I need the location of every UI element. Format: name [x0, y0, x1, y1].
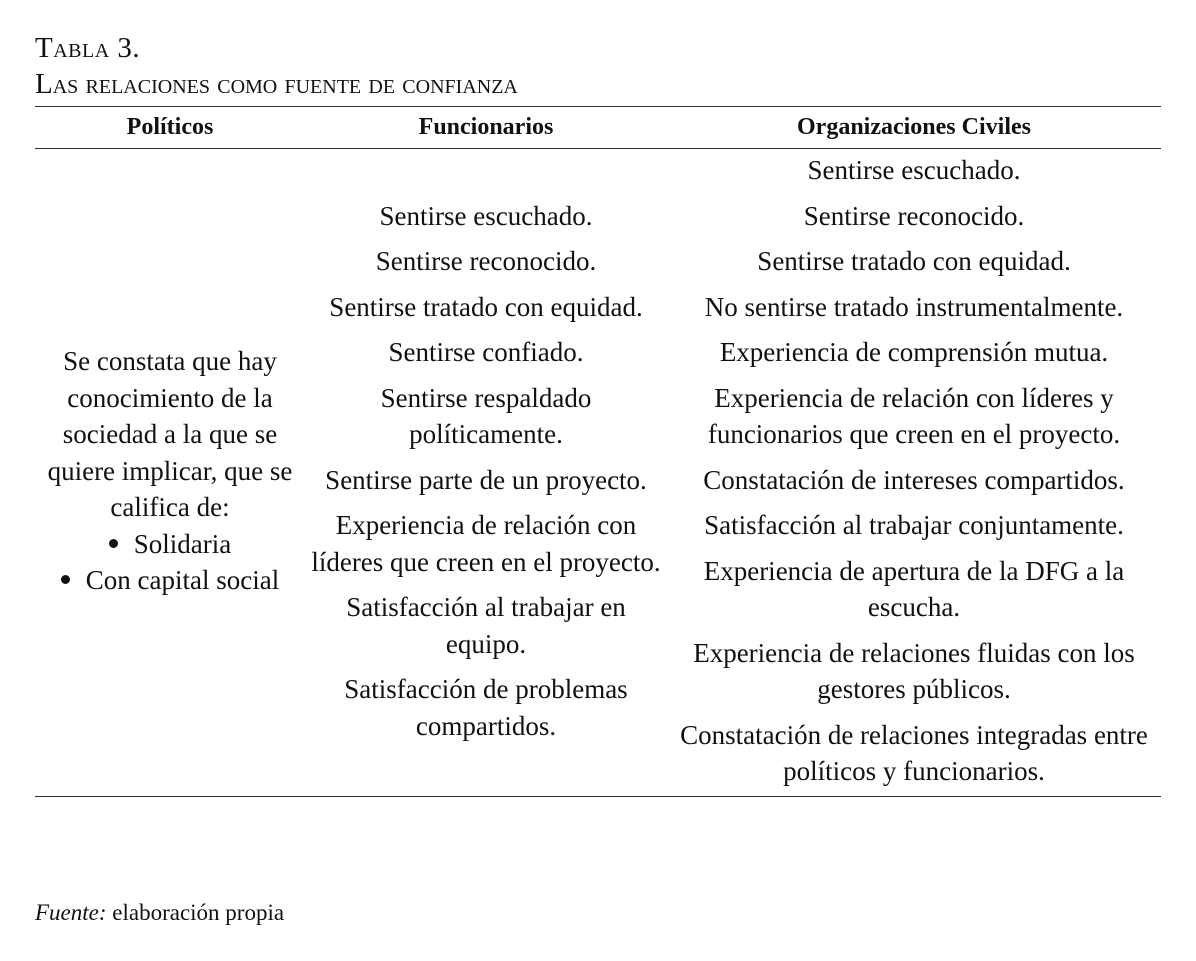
source-text: elaboración propia: [112, 900, 285, 925]
organizaciones-item: Experiencia de apertura de la DFG a la escucha.: [703, 555, 1125, 622]
organizaciones-item: Sentirse reconocido.: [803, 200, 1025, 231]
funcionarios-item: Experiencia de relación con líderes que creen en el proyecto.: [311, 510, 661, 577]
funcionarios-item: Satisfacción al trabajar en equipo.: [346, 592, 626, 659]
funcionarios-item: Sentirse reconocido.: [375, 246, 597, 276]
bullet-dot-icon: [61, 575, 70, 584]
politicos-bullet-list: [35, 526, 305, 599]
header-funcionarios: Funcionarios: [305, 107, 667, 149]
organizaciones-item: No sentirse tratado instrumentalmente.: [704, 291, 1124, 322]
organizaciones-item: Sentirse tratado con equidad.: [757, 246, 1071, 276]
funcionarios-item: Sentirse escuchado.: [379, 200, 593, 231]
organizaciones-item: Experiencia de relaciones fluidas con los gestores públicos.: [693, 637, 1135, 704]
cell-organizaciones: [667, 149, 1161, 797]
organizaciones-item: Constatación de intereses compartidos.: [703, 464, 1125, 495]
bullet-text: Solidaria: [133, 528, 232, 559]
table-number: Tabla 3.: [35, 32, 141, 64]
header-politicos: Políticos: [35, 107, 305, 149]
bullet-item: [35, 526, 305, 563]
cell-politicos: [35, 149, 305, 797]
organizaciones-item: Satisfacción al trabajar conjuntamente.: [704, 510, 1124, 540]
organizaciones-item: Experiencia de comprensión mutua.: [719, 337, 1109, 367]
funcionarios-item: Sentirse respaldado políticamente.: [380, 382, 592, 449]
relations-table: [35, 106, 1161, 797]
funcionarios-item: Sentirse parte de un proyecto.: [325, 464, 647, 495]
document: [35, 30, 1161, 797]
funcionarios-item: Sentirse confiado.: [388, 337, 584, 367]
organizaciones-item: Constatación de relaciones integradas entre políticos y funcionarios.: [680, 719, 1148, 786]
cell-funcionarios: [305, 149, 667, 797]
funcionarios-item: Satisfacción de problemas compartidos.: [344, 674, 628, 741]
politicos-text: Se constata que hay conocimiento de la sociedad a la que se quiere implicar, que se califica de:: [47, 346, 293, 522]
bullet-item: [35, 562, 305, 599]
funcionarios-item: Sentirse tratado con equidad.: [329, 291, 643, 322]
table-source: [35, 900, 284, 926]
header-organizaciones: Organizaciones Civiles: [667, 107, 1161, 149]
table-title: Las relaciones como fuente de confianza: [35, 68, 518, 100]
source-label: Fuente:: [35, 900, 107, 925]
table-header-row: [35, 107, 1161, 149]
organizaciones-item: Experiencia de relación con líderes y funcionarios que creen en el proyecto.: [707, 382, 1121, 449]
table-row: [35, 149, 1161, 797]
bullet-text: Con capital social: [85, 565, 280, 595]
organizaciones-item: Sentirse escuchado.: [807, 155, 1021, 185]
bullet-dot-icon: [109, 539, 118, 548]
